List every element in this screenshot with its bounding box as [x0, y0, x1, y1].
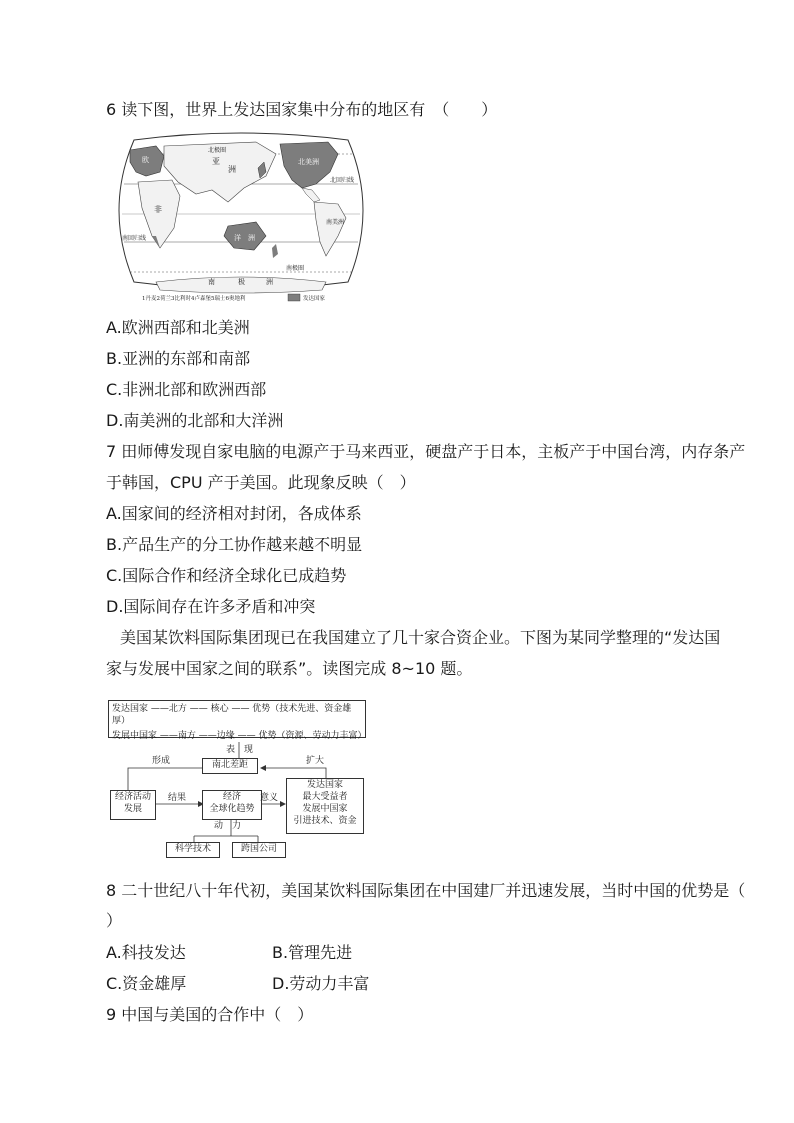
q8-option-d: D.劳动力丰富	[272, 974, 370, 993]
label-xingcheng: 形成	[152, 756, 171, 766]
economic-activity-line2: 发展	[123, 804, 142, 814]
label-kuoda: 扩大	[306, 756, 325, 766]
q6-option-d: D.南美洲的北部和大洋洲	[106, 411, 284, 430]
label-north-america: 北美洲	[298, 158, 319, 166]
intro-line1: 美国某饮料国际集团现已在我国建立了几十家合资企业。下图为某同学整理的“发达国	[120, 628, 721, 647]
q7-option-d: D.国际间存在许多矛盾和冲突	[106, 597, 316, 616]
q8-option-a: A.科技发达	[106, 943, 186, 962]
box-mnc: 跨国公司	[232, 842, 286, 858]
q8-option-c: C.资金雄厚	[106, 974, 187, 993]
legend-swatch	[288, 294, 300, 301]
q8-option-b: B.管理先进	[272, 943, 353, 962]
globalization-line2: 全球化趋势	[209, 804, 255, 814]
label-south-america: 南美洲	[326, 219, 345, 226]
label-arctic-circle: 北极圈	[208, 147, 227, 154]
box-globalization	[202, 790, 262, 820]
result-line2: 最大受益者	[302, 792, 348, 802]
question-6-stem: 6 读下图，世界上发达国家集中分布的地区有 （ ）	[106, 100, 498, 119]
legend-developed: 发达国家	[303, 296, 326, 302]
intro-line2: 家与发展中国家之间的联系”。读图完成 8~10 题。	[106, 659, 473, 678]
label-asia-1: 亚	[212, 157, 220, 166]
q7-option-b: B.产品生产的分工协作越来越不明显	[106, 535, 363, 554]
box-nanbei-gap: 南北差距	[202, 758, 258, 774]
q7-option-a: A.国家间的经济相对封闭，各成体系	[106, 504, 362, 523]
box-result	[286, 778, 364, 834]
label-oceania: 洋 洲	[234, 234, 255, 242]
world-map	[116, 132, 366, 304]
q6-option-a: A.欧洲西部和北美洲	[106, 318, 250, 337]
result-line3: 发展中国家	[302, 804, 348, 814]
label-antarctica-3: 洲	[266, 278, 273, 286]
label-africa: 非	[154, 205, 162, 214]
question-9-stem: 9 中国与美国的合作中（ ）	[106, 1005, 314, 1024]
label-europe: 欧	[142, 156, 149, 164]
label-biaoxian: 表 现	[226, 745, 254, 755]
label-yiyi: 意义	[260, 793, 279, 803]
question-8-stem-line1: 8 二十世纪八十年代初，美国某饮料国际集团在中国建厂并迅速发展，当时中国的优势是（	[106, 881, 746, 900]
label-jieguo: 结果	[168, 793, 187, 803]
box-tech: 科学技术	[166, 842, 220, 858]
label-asia-2: 洲	[228, 165, 236, 174]
top-summary-row1: 发达国家 ——北方 —— 核心 —— 优势（技术先进、资金雄厚）	[112, 704, 352, 726]
box-economic-activity	[110, 790, 156, 820]
question-8-stem-line2: ）	[106, 911, 123, 930]
label-tropic-cancer: 北回归线	[330, 177, 355, 184]
label-tropic-capricorn: 南回归线	[122, 235, 147, 242]
top-summary-row2: 发展中国家 ——南方 ——边缘 —— 优势（资源、劳动力丰富）	[112, 731, 367, 741]
q7-option-c: C.国际合作和经济全球化已成趋势	[106, 566, 347, 585]
q6-option-c: C.非洲北部和欧洲西部	[106, 380, 267, 399]
legend-countries: 1丹麦2荷兰3比利时4卢森堡5瑞士6奥地利	[142, 296, 246, 302]
question-7-stem-line1: 7 田师傅发现自家电脑的电源产于马来西亚，硬盘产于日本，主板产于中国台湾，内存条产	[106, 442, 746, 461]
economic-activity-line1: 经济活动	[114, 792, 151, 802]
question-7-stem-line2: 于韩国，CPU 产于美国。此现象反映（ ）	[106, 473, 416, 492]
label-antarctic-circle: 南极圈	[286, 265, 305, 272]
label-antarctica-2: 极	[238, 278, 245, 286]
result-line1: 发达国家	[306, 780, 343, 790]
relation-diagram	[108, 700, 370, 862]
label-antarctica-1: 南	[208, 278, 215, 286]
q6-option-b: B.亚洲的东部和南部	[106, 349, 251, 368]
top-summary-box	[108, 700, 367, 741]
label-dongli: 动 力	[214, 821, 242, 831]
globalization-line1: 经济	[222, 792, 241, 802]
world-map-svg	[116, 132, 366, 304]
result-line4: 引进技术、资金	[293, 816, 357, 826]
